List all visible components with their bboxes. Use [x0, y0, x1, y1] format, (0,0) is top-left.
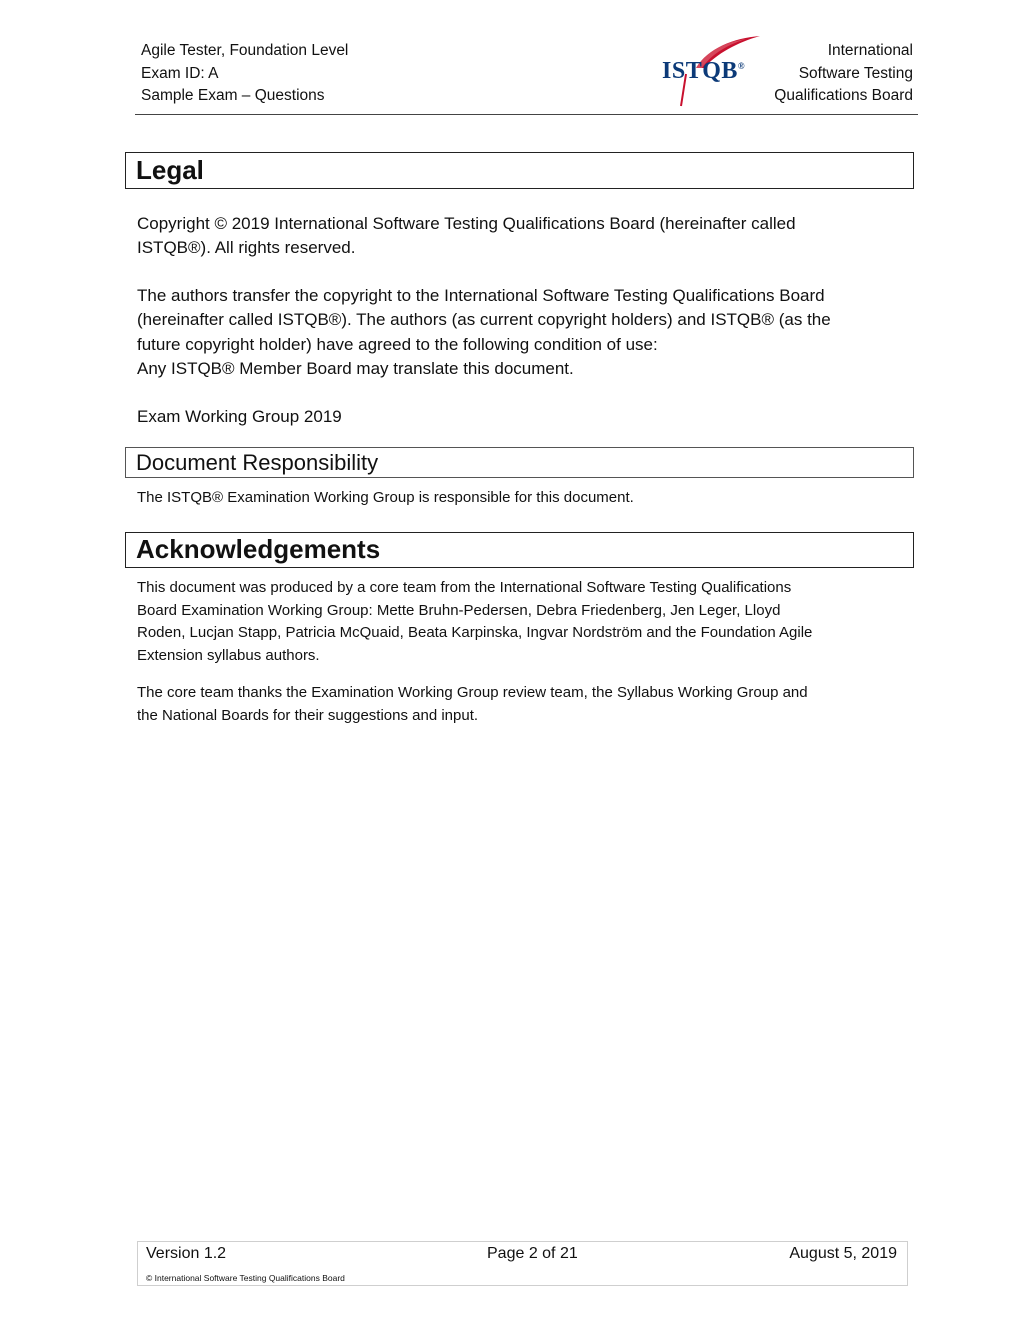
text-line: (hereinafter called ISTQB®). The authors (as current copyright holders) and ISTQB® (as the	[137, 310, 831, 330]
legal-heading: Legal	[136, 155, 204, 185]
text-line: Extension syllabus authors.	[137, 646, 320, 664]
text-line: Board Examination Working Group: Mette Bruhn-Pedersen, Debra Friedenberg, Jen Leger, Lloyd	[137, 601, 781, 619]
footer-page-number: Page 2 of 21	[487, 1245, 578, 1262]
legal-heading-box	[125, 152, 914, 189]
text-line: Roden, Lucjan Stapp, Patricia McQuaid, Beata Karpinska, Ingvar Nordström and the Foundation Agile	[137, 624, 813, 641]
footer-date: August 5, 2019	[789, 1245, 897, 1262]
logo-text: ISTQB®	[662, 58, 746, 84]
text-line: Any ISTQB® Member Board may translate this document.	[137, 358, 574, 378]
page-footer	[137, 1241, 908, 1286]
header-left-line: Agile Tester, Foundation Level	[141, 42, 349, 59]
responsibility-text	[137, 487, 907, 510]
acknowledgements-thanks-paragraph	[137, 682, 907, 727]
text-line: The ISTQB® Examination Working Group is responsible for this document.	[137, 489, 634, 506]
header-right-line: International	[827, 42, 913, 59]
text-line: ISTQB®). All rights reserved.	[137, 238, 356, 258]
legal-transfer-paragraph	[137, 284, 907, 381]
header-right-line: Software Testing	[798, 64, 913, 82]
header-right-line: Qualifications Board	[774, 87, 913, 104]
header-organization	[774, 40, 913, 108]
text-line: Exam Working Group 2019	[137, 407, 342, 426]
header-left-line: Exam ID: A	[141, 64, 219, 82]
page-header	[135, 38, 918, 115]
legal-signoff	[137, 405, 907, 429]
text-line: The core team thanks the Examination Working Group review team, the Syllabus Working Group and	[137, 684, 808, 701]
responsibility-heading-box	[125, 447, 914, 478]
responsibility-heading: Document Responsibility	[136, 450, 379, 475]
legal-copyright-paragraph	[137, 212, 907, 261]
text-line: Copyright © 2019 International Software Testing Qualifications Board (hereinafter called	[137, 214, 796, 233]
text-line: the National Boards for their suggestions and input.	[137, 706, 479, 724]
text-line: The authors transfer the copyright to the International Software Testing Qualifications Board	[137, 286, 825, 305]
header-document-info	[141, 40, 348, 108]
header-left-line: Sample Exam – Questions	[141, 87, 325, 104]
istqb-logo	[660, 34, 772, 110]
footer-copyright: © International Software Testing Qualifications Board	[146, 1273, 345, 1283]
acknowledgements-heading-box	[125, 532, 914, 568]
acknowledgements-team-paragraph	[137, 577, 907, 667]
text-line: This document was produced by a core team from the International Software Testing Qualifications	[137, 579, 792, 596]
footer-version: Version 1.2	[146, 1245, 227, 1262]
acknowledgements-heading: Acknowledgements	[136, 534, 381, 564]
text-line: future copyright holder) have agreed to the following condition of use:	[137, 334, 658, 354]
